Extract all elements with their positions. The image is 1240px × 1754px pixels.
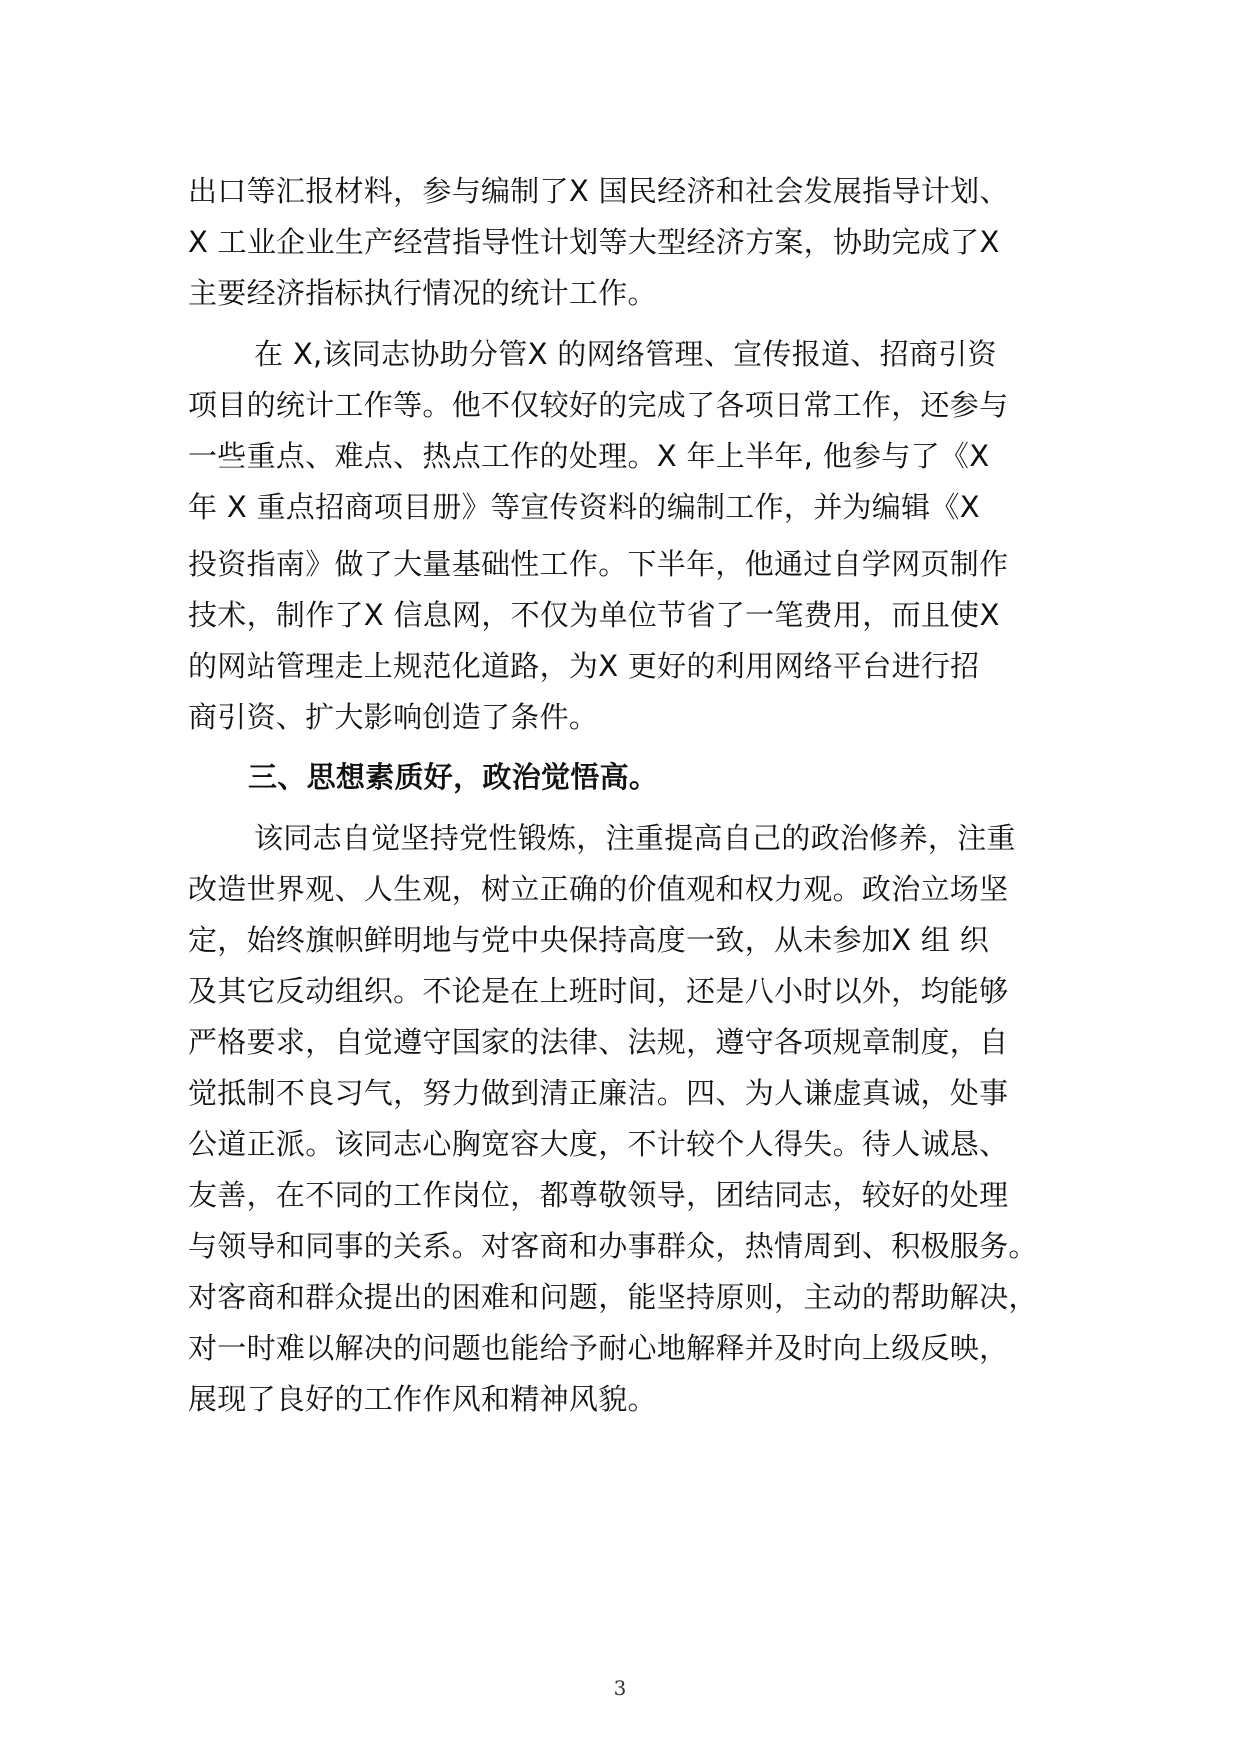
body-text-line: 项目的统计工作等。他不仅较好的完成了各项日常工作，还参与 — [188, 388, 1009, 422]
body-text-line: 出口等汇报材料，参与编制了X 国民经济和社会发展指导计划、 — [188, 174, 1009, 208]
section-heading: 三、思想素质好，政治觉悟高。 — [248, 760, 659, 794]
body-text-line: 对客商和群众提出的困难和问题，能坚持原则，主动的帮助解决， — [188, 1280, 1038, 1314]
body-text-line: 对一时难以解决的问题也能给予耐心地解释并及时向上级反映， — [188, 1331, 1009, 1365]
body-text-line: 年 X 重点招商项目册》等宣传资料的编制工作，并为编辑《X — [188, 490, 980, 524]
body-text-line: 投资指南》做了大量基础性工作。下半年，他通过自学网页制作 — [188, 547, 1009, 581]
body-text-line: 主要经济指标执行情况的统计工作。 — [188, 276, 657, 310]
body-text-line: 友善，在不同的工作岗位，都尊敬领导，团结同志，较好的处理 — [188, 1178, 1009, 1212]
body-text-line: 一些重点、难点、热点工作的处理。X 年上半年, 他参与了《X — [188, 439, 990, 473]
body-text-line: 改造世界观、人生观，树立正确的价值观和权力观。政治立场坚 — [188, 872, 1009, 906]
page-number: 3 — [613, 1676, 627, 1700]
body-text-line: 公道正派。该同志心胸宽容大度，不计较个人得失。待人诚恳、 — [188, 1127, 1009, 1161]
body-text-line: 严格要求，自觉遵守国家的法律、法规，遵守各项规章制度，自 — [188, 1025, 1009, 1059]
body-text-line: 展现了良好的工作作风和精神风貌。 — [188, 1382, 657, 1416]
body-text-line: 觉抵制不良习气，努力做到清正廉洁。四、为人谦虚真诚，处事 — [188, 1076, 1009, 1110]
body-text-line: 的网站管理走上规范化道路，为X 更好的利用网络平台进行招 — [188, 649, 980, 683]
body-text-line: 技术，制作了X 信息网，不仅为单位节省了一笔费用，而且使X — [188, 598, 1000, 632]
paragraph-first-line: 该同志自觉坚持党性锻炼，注重提高自己的政治修养，注重 — [254, 821, 1016, 855]
body-text-line: X 工业企业生产经营指导性计划等大型经济方案，协助完成了X — [188, 225, 1000, 259]
body-text-line: 商引资、扩大影响创造了条件。 — [188, 700, 599, 734]
paragraph-first-line: 在 X,该同志协助分管X 的网络管理、宣传报道、招商引资 — [254, 337, 997, 371]
body-text-line: 及其它反动组织。不论是在上班时间，还是八小时以外，均能够 — [188, 974, 1009, 1008]
body-text-line: 定，始终旗帜鲜明地与党中央保持高度一致，从未参加X 组 织 — [188, 923, 990, 957]
body-text-line: 与领导和同事的关系。对客商和办事群众，热情周到、积极服务。 — [188, 1229, 1038, 1263]
